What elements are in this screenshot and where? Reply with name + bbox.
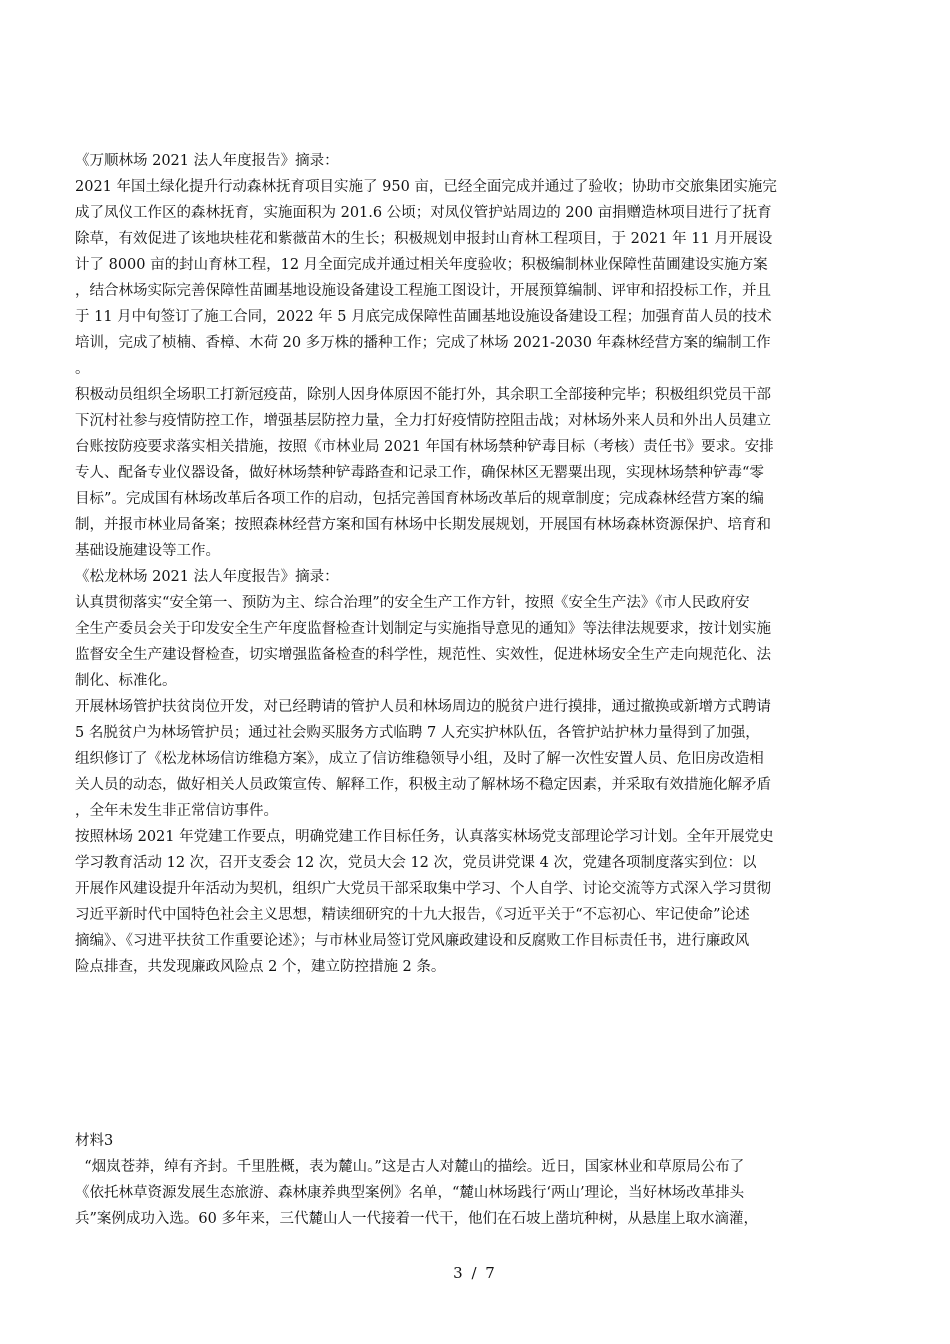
- wanshun-paragraph-1: 2021 年国土绿化提升行动森林抚育项目实施了 950 亩，已经全面完成并通过了验收；协助市交旅集团实施完 成了凤仪工作区的森林抚育，实施面积为 201.6 公顷；对凤仪管护站周边的 200 亩捐赠造林项目进行了抚育 除草，有效促进了该地块桂花和紫薇苗木的生长；积极规划申报封山育林工程项目，于 2021 年 11 月开展设 计了 8000 亩的封山育林工程，12 月全面完成并通过相关年度验收；积极编制林业保障性苗圃建设实施方案 ，结合林场实际完善保障性苗圃基地设施设备建设工程施工图设计，开展预算编制、评审和招投标工作，并且 于 11 月中旬签订了施工合同，2022 年 5 月底完成保障性苗圃基地设施设备建设工程；加强育苗人员的技术 培训，完成了桢楠、香樟、木荷 20 多万株的播种工作；完成了林场 2021-2030 年森林经营方案的编制工作 。: [75, 179, 777, 377]
- material-3-line: 《依托林草资源发展生态旅游、森林康养典型案例》名单，“麓山林场践行‘两山’理论，当好林场改革排头: [75, 1185, 745, 1201]
- songlong-paragraph-3: 按照林场 2021 年党建工作要点，明确党建工作目标任务，认真落实林场党支部理论学习计划。全年开展党史 学习教育活动 12 次，召开支委会 12 次，党员大会 12 次，党员讲党课 4 次，党建各项制度落实到位：以 开展作风建设提升年活动为契机，组织广大党员干部采取集中学习、个人自学、讨论交流等方式深入学习贯彻 习近平新时代中国特色社会主义思想，精读细研究的十九大报告，《习近平关于“不忘初心、牢记使命”论述 摘编》、《习进平扶贫工作重要论述》；与市林业局签订党风廉政建设和反腐败工作目标责任书，进行廉政风 险点排查，共发现廉政风险点 2 个，建立防控措施 2 条。: [75, 829, 774, 975]
- songlong-paragraph-1: 认真贯彻落实“安全第一、预防为主、综合治理”的安全生产工作方针，按照《安全生产法》《市人民政府安 全生产委员会关于印发安全生产年度监督检查计划制定与实施指导意见的通知》等法律法规要求，按计划实施 监督安全生产建设督检查，切实增强监备检查的科学性，规范性、实效性，促进林场安全生产走向规范化、法 制化、标准化。: [75, 595, 771, 689]
- section-title-wanshun: 《万顺林场 2021 法人年度报告》摘录：: [75, 153, 339, 169]
- page-indicator: 3 / 7: [453, 1264, 497, 1282]
- material-3-line: “烟岚苍莽，绰有齐封。千里胜概，表为麓山。”这是古人对麓山的描绘。近日，国家林业和草原局公布了: [75, 1159, 745, 1175]
- section-title-songlong: 《松龙林场 2021 法人年度报告》摘录：: [75, 569, 339, 585]
- wanshun-paragraph-2: 积极动员组织全场职工打新冠疫苗，除别人因身体原因不能打外，其余职工全部接种完毕；积极组织党员干部 下沉村社参与疫情防控工作，增强基层防控力量，全力打好疫情防控阻击战；对林场外来人员和外出人员建立 台账按防疫要求落实相关措施，按照《市林业局 2021 年国有林场禁种铲毒目标（考核）责任书》要求。安排 专人、配备专业仪器设备，做好林场禁种铲毒路查和记录工作，确保林区无罂粟出现，实现林场禁种铲毒“零 目标”。完成国有林场改革后各项工作的启动，包括完善国育林场改革后的规章制度；完成森林经营方案的编 制，并报市林业局备案；按照森林经营方案和国有林场中长期发展规划，开展国有林场森林资源保护、培育和 基础设施建设等工作。: [75, 387, 774, 559]
- report-excerpts: [75, 148, 877, 980]
- material-3: [75, 1128, 877, 1232]
- material-3-label: 材料3: [75, 1133, 114, 1149]
- material-3-line: 兵”案例成功入选。60 多年来，三代麓山人一代接着一代干，他们在石坡上凿坑种树，从悬崖上取水滴灌，: [75, 1211, 758, 1227]
- songlong-paragraph-2: 开展林场管护扶贫岗位开发，对已经聘请的管护人员和林场周边的脱贫户进行摸排，通过撤换或新增方式聘请 5 名脱贫户为林场管护员；通过社会购买服务方式临聘 7 人充实护林队伍，各管护站护林力量得到了加强， 组织修订了《松龙林场信访维稳方案》，成立了信访维稳领导小组，及时了解一次性安置人员、危旧房改造相 关人员的动态，做好相关人员政策宣传、解释工作，积极主动了解林场不稳定因素，并采取有效措施化解矛盾 ，全年未发生非正常信访事件。: [75, 699, 771, 819]
